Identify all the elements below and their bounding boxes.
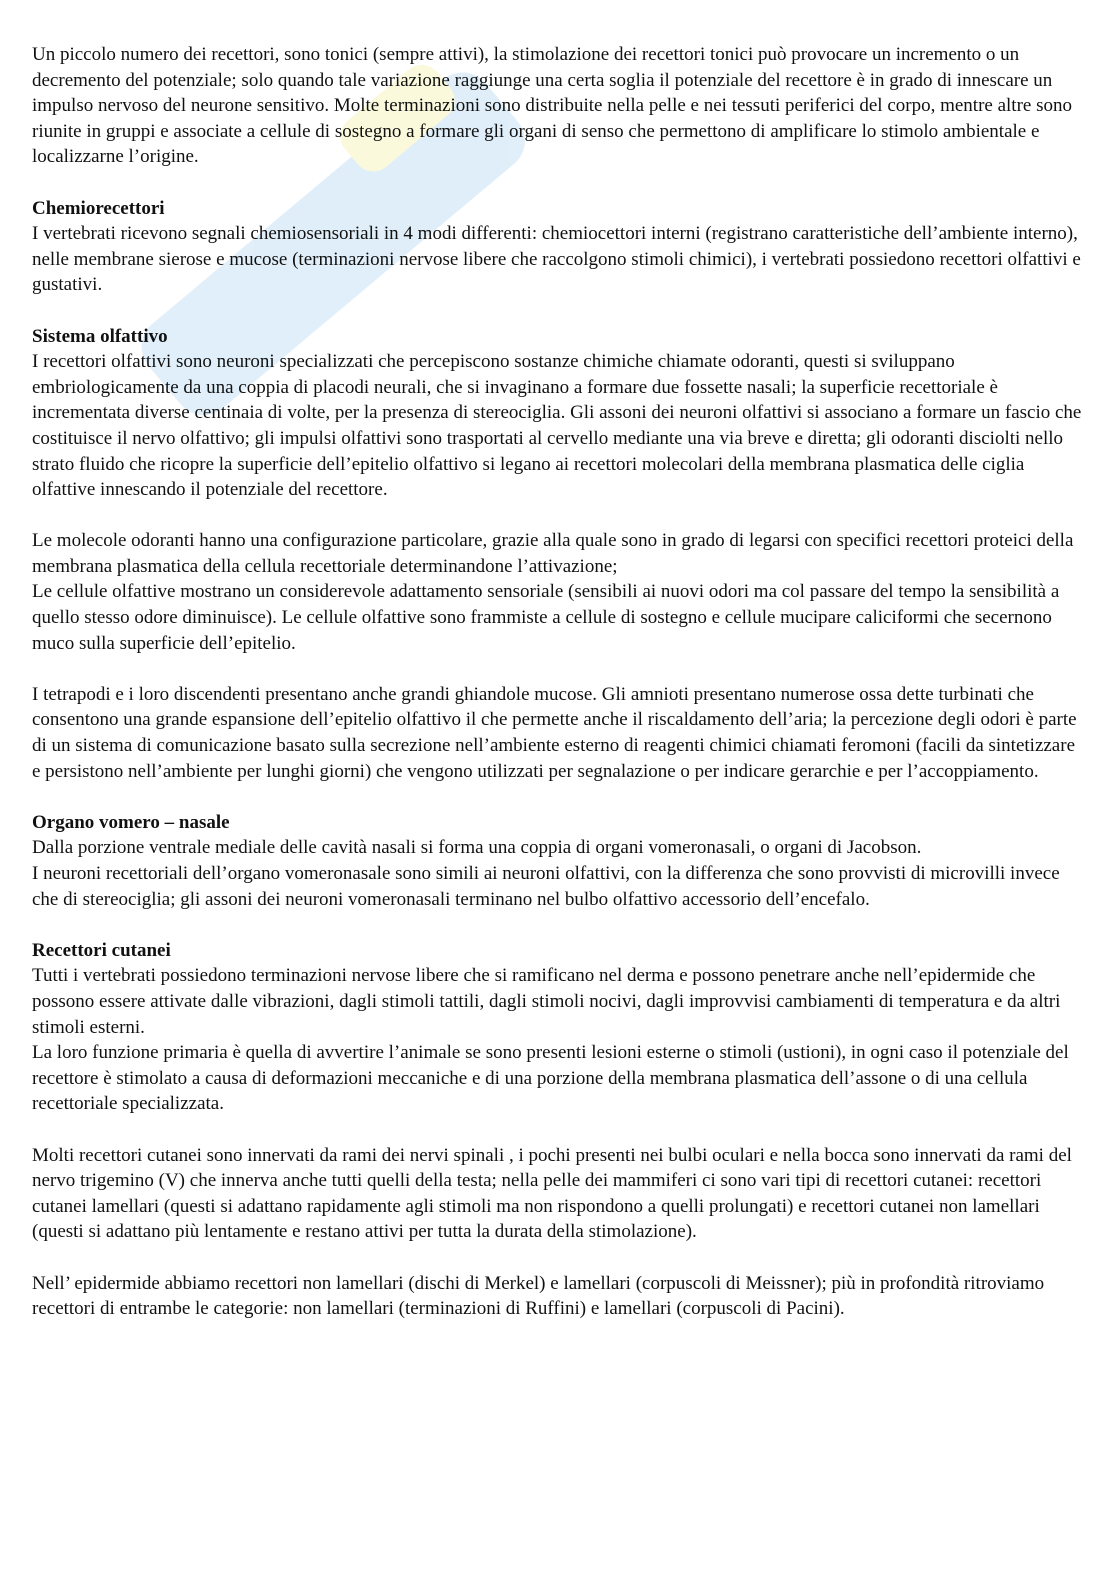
- document-page: [32, 42, 1082, 1322]
- cutanei-paragraph-1: Tutti i vertebrati possiedono terminazioni nervose libere che si ramificano nel derma e possono penetrare anche nell’epidermide che possono essere attivate dalle vibrazioni, dagli stimoli tattili, dagli stimoli nocivi, dagli improvvisi cambiamenti di temperatura e da altri stimoli esterni.: [32, 965, 1061, 1038]
- olfattivo-paragraph-1: I recettori olfattivi sono neuroni specializzati che percepiscono sostanze chimiche chiamate odoranti, questi si sviluppano embriologicamente da una coppia di placodi neurali, che si invaginano a formare due fossette nasali; la superficie recettoriale è incrementata diverse centinaia di volte, per la presenza di stereociglia. Gli assoni dei neuroni olfattivi si associano a formare un fascio che costituisce il nervo olfattivo; gli impulsi olfattivi sono trasportati al cervello mediante una via breve e diretta; gli odoranti disciolti nello strato fluido che ricopre la superficie dell’epitelio olfattivo si legano ai recettori molecolari della membrana plasmatica delle ciglia olfattive innescando il potenziale del recettore.: [32, 351, 1082, 501]
- olfattivo-paragraph-2a: Le molecole odoranti hanno una configurazione particolare, grazie alla quale sono in grado di legarsi con specifici recettori proteici della membrana plasmatica della cellula recettoriale determinandone l’attivazione;: [32, 530, 1074, 577]
- heading-chemiorecettori: Chemiorecettori: [32, 197, 165, 219]
- cutanei-paragraph-4: Nell’ epidermide abbiamo recettori non lamellari (dischi di Merkel) e lamellari (corpuscoli di Meissner); più in profondità ritroviamo recettori di entrambe le categorie: non lamellari (terminazioni di Ruffini) e lamellari (corpuscoli di Pacini).: [32, 1272, 1045, 1320]
- vomeronasale-paragraph-2: I neuroni recettoriali dell’organo vomeronasale sono simili ai neuroni olfattivi, con la differenza che sono provvisti di microvilli invece che di stereociglia; gli assoni dei neuroni vomeronasali terminano nel bulbo olfattivo accessorio dell’encefalo.: [32, 863, 1060, 910]
- heading-sistema-olfattivo: Sistema olfattivo: [32, 325, 168, 347]
- olfattivo-paragraph-2b: Le cellule olfattive mostrano un considerevole adattamento sensoriale (sensibili ai nuovi odori ma col passare del tempo la sensibilità a quello stesso odore diminuisce). Le cellule olfattive sono frammiste a cellule di sostegno e cellule mucipare caliciformi che secernono muco sulla superficie dell’epitelio.: [32, 581, 1060, 654]
- cutanei-paragraph-2: La loro funzione primaria è quella di avvertire l’animale se sono presenti lesioni esterne o stimoli (ustioni), in ogni caso il potenziale del recettore è stimolato a causa di deformazioni meccaniche e di una porzione della membrana plasmatica dell’assone o di una cellula recettoriale specializzata.: [32, 1042, 1069, 1115]
- section-molecole-odoranti: [32, 528, 1082, 656]
- heading-organo-vomeronasale: Organo vomero – nasale: [32, 811, 230, 833]
- section-sistema-olfattivo: [32, 324, 1082, 503]
- section-recettori-cutanei: [32, 938, 1082, 1117]
- olfattivo-paragraph-3: I tetrapodi e i loro discendenti presentano anche grandi ghiandole mucose. Gli amnioti presentano numerose ossa dette turbinati che consentono una grande espansione dell’epitelio olfattivo il che permette anche il riscaldamento dell’aria; la percezione degli odori è parte di un sistema di comunicazione basato sulla secrezione nell’ambiente esterno di reagenti chimici chiamati feromoni (facili da sintetizzare e persistono nell’ambiente per lunghi giorni) che vengono utilizzati per segnalazione o per indicare gerarchie e per l’accoppiamento.: [32, 683, 1077, 782]
- heading-recettori-cutanei: Recettori cutanei: [32, 939, 171, 961]
- section-organo-vomeronasale: [32, 810, 1082, 912]
- chemiorecettori-paragraph: I vertebrati ricevono segnali chemiosensoriali in 4 modi differenti: chemiocettori interni (registrano caratteristiche dell’ambiente interno), nelle membrane sierose e mucose (terminazioni nervose libere che raccolgono stimoli chimici), i vertebrati possiedono recettori olfattivi e gustativi.: [32, 223, 1081, 296]
- intro-paragraph: Un piccolo numero dei recettori, sono tonici (sempre attivi), la stimolazione dei recettori tonici può provocare un incremento o un decremento del potenziale; solo quando tale variazione raggiunge una certa soglia il potenziale del recettore è in grado di innescare un impulso nervoso del neurone sensitivo. Molte terminazioni sono distribuite nella pelle e nei tessuti periferici del corpo, mentre altre sono riunite in gruppi e associate a cellule di sostegno a formare gli organi di senso che permettono di amplificare lo stimolo ambientale e localizzarne l’origine.: [32, 44, 1072, 168]
- section-chemiorecettori: [32, 196, 1082, 298]
- cutanei-paragraph-3: Molti recettori cutanei sono innervati da rami dei nervi spinali , i pochi presenti nei bulbi oculari e nella bocca sono innervati da rami del nervo trigemino (V) che innerva anche tutti quelli della testa; nella pelle dei mammiferi ci sono vari tipi di recettori cutanei: recettori cutanei lamellari (questi si adattano rapidamente agli stimoli ma non rispondono a quelli prolungati) e recettori cutanei non lamellari (questi si adattano più lentamente e restano attivi per tutta la durata della stimolazione).: [32, 1144, 1072, 1243]
- vomeronasale-paragraph-1: Dalla porzione ventrale mediale delle cavità nasali si forma una coppia di organi vomeronasali, o organi di Jacobson.: [32, 837, 922, 859]
